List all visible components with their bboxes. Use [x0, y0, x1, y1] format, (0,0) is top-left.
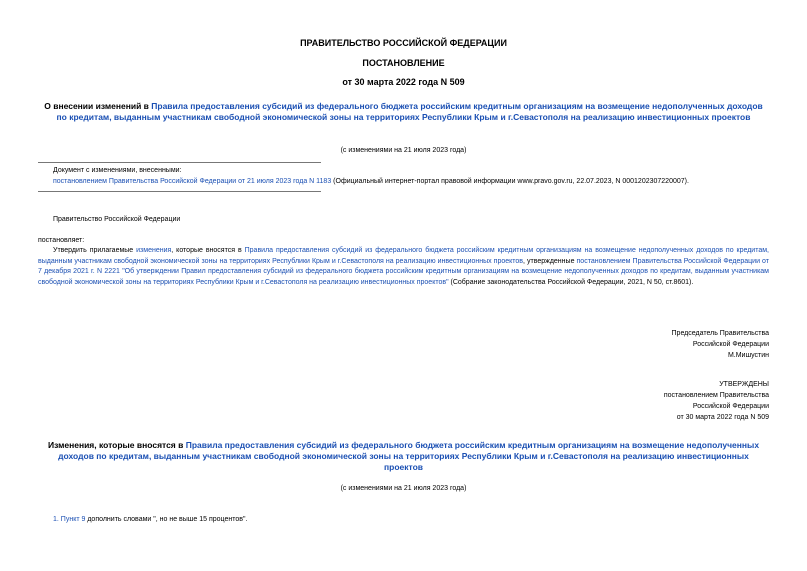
paragraph-approve: Утвердить прилагаемые изменения, которые вносятся в Правила предоставления субсидий из федерального бюджета российским кредитным организациям на возмещение недополученных доходов по кредитам, выданным участникам свободной экономической зоны на территориях Республики Крым и г.Севастополя на реализацию инвестиционных проектов, утвержденные постановлением Правительства Российской Федерации от 7 декабря 2021 г. N 2221 "Об утверждении Правил предоставления субсидий из федерального бюджета российским кредитным организациям на возмещение недополученных доходов по кредитам, выданным участникам свободной экономической зоны на территориях Республики Крым и г.Севастополя на реализацию инвестиционных проектов" (Собрание законодательства Российской Федерации, 2021, N 50, ст.8601).	[38, 247, 769, 286]
signature-name: М.Мишустин	[727, 352, 769, 359]
item-1-text: дополнить словами ", но не выше 15 процентов".	[85, 516, 248, 523]
government-heading: ПРАВИТЕЛЬСТВО РОССИЙСКОЙ ФЕДЕРАЦИИ	[300, 38, 507, 48]
changes-label: Документ с изменениями, внесенными:	[53, 167, 182, 174]
approval-block	[500, 379, 769, 423]
signature-title: Председатель Правительства	[671, 330, 769, 337]
amending-decree-link[interactable]: постановлением Правительства Российской Федерации от 21 июля 2023 года N 1183	[53, 178, 332, 185]
changes-title	[38, 440, 769, 473]
approved-by: постановлением Правительства	[663, 392, 769, 399]
signature-org: Российской Федерации	[692, 341, 769, 348]
changes-source	[53, 176, 689, 187]
approved-heading: УТВЕРЖДЕНЫ	[719, 381, 769, 388]
doc-date-number: от 30 марта 2022 года N 509	[342, 77, 465, 87]
approved-date: от 30 марта 2022 года N 509	[676, 414, 769, 421]
changes-publication: (Официальный интернет-портал правовой информации www.pravo.gov.ru, 22.07.2023, N 0001202307220007).	[331, 178, 689, 185]
revision-note: (с изменениями на 21 июля 2023 года)	[340, 147, 467, 154]
divider-bottom	[38, 191, 321, 192]
approved-org: Российской Федерации	[692, 403, 769, 410]
title-prefix: О внесении изменений в	[44, 101, 152, 111]
signature-block	[500, 328, 769, 361]
changes-title-rules-link[interactable]: Правила предоставления субсидий из федерального бюджета российским кредитным организациям на возмещение недополученных доходов по кредитам, выданным участникам свободной экономической зоны на территориях Республики Крым и г.Севастополя на реализацию инвестиционных проектов	[58, 440, 760, 472]
issuer-text: Правительство Российской Федерации	[53, 216, 181, 223]
item-1-number: 1.	[53, 516, 61, 523]
title-rules-link[interactable]: Правила предоставления субсидий из федерального бюджета российским кредитным организациям на возмещение недополученных доходов по кредитам, выданным участникам свободной экономической зоны на территориях Республики Крым и г.Севастополя на реализацию инвестиционных проектов	[56, 101, 763, 122]
changes-title-prefix: Изменения, которые вносятся в	[47, 440, 186, 450]
revision-note-2: (с изменениями на 21 июля 2023 года)	[340, 485, 467, 492]
decree-2221-link[interactable]: постановлением Правительства Российской Федерации от 7 декабря 2021 г. N 2221 "Об утверждении Правил предоставления субсидий из федерального бюджета российским кредитным организациям на возмещение недополученных доходов по кредитам, выданным участникам свободной экономической зоны на территориях Республики Крым и г.Севастополя на реализацию инвестиционных проектов"	[38, 257, 769, 286]
divider-top	[38, 162, 321, 163]
document-title	[38, 101, 769, 123]
doc-type-heading: ПОСТАНОВЛЕНИЕ	[362, 58, 445, 68]
changes-link[interactable]: изменения	[136, 247, 172, 254]
point-9-link[interactable]: Пункт 9	[60, 516, 86, 523]
decrees-text: постановляет:	[38, 237, 85, 244]
item-1	[53, 514, 247, 525]
rules-link[interactable]: Правила предоставления субсидий из федерального бюджета российским кредитным организациям на возмещение недополученных доходов по кредитам, выданным участникам свободной экономической зоны на территориях Республики Крым и г.Севастополя на реализацию инвестиционных проектов	[38, 247, 769, 265]
